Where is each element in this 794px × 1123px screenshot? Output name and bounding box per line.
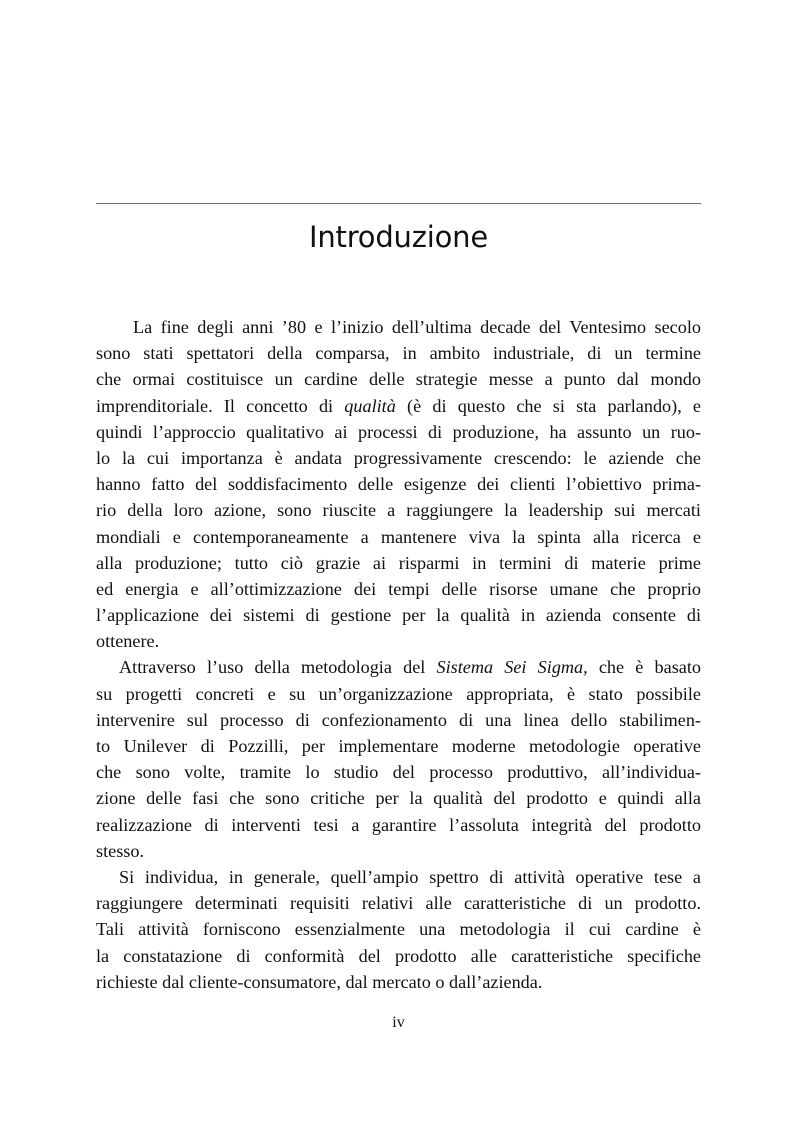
- text-line: quindi l’approccio qualitativo ai processi di produzione, ha assunto un ruo-: [96, 421, 701, 442]
- paragraph: [96, 314, 701, 654]
- text-line: su progetti concreti e su un’organizzazione appropriata, è stato possibile: [96, 683, 701, 704]
- text-line: intervenire sul processo di confezionamento di una linea dello stabilimen-: [96, 709, 701, 730]
- text-line: [96, 393, 701, 419]
- text-line: zione delle fasi che sono critiche per la qualità del prodotto e quindi alla: [96, 788, 701, 809]
- page-number: iv: [392, 1014, 405, 1031]
- text-line: ottenere.: [96, 631, 160, 652]
- text-line: l’applicazione dei sistemi di gestione per la qualità in azienda consente di: [96, 605, 701, 626]
- paragraph: [96, 654, 701, 864]
- text-line: hanno fatto del soddisfacimento delle esigenze dei clienti l’obiettivo prima-: [96, 474, 701, 495]
- text-line: [96, 654, 701, 680]
- text-run: imprenditoriale. Il concetto di: [96, 395, 345, 416]
- emphasized-term: qualità: [344, 395, 396, 416]
- text-line: che ormai costituisce un cardine delle strategie messe a punto dal mondo: [96, 369, 701, 390]
- text-line: alla produzione; tutto ciò grazie ai risparmi in termini di materie prime: [96, 552, 701, 573]
- text-line: Tali attività forniscono essenzialmente una metodologia il cui cardine è: [96, 919, 701, 940]
- text-run: Attraverso l’uso della metodologia del: [119, 657, 437, 678]
- text-line: lo la cui importanza è andata progressivamente crescendo: le aziende che: [96, 447, 701, 468]
- text-line: realizzazione di interventi tesi a garantire l’assoluta integrità del prodotto: [96, 814, 701, 835]
- text-line: ed energia e all’ottimizzazione dei tempi delle risorse umane che proprio: [96, 578, 701, 599]
- text-line: La fine degli anni ’80 e l’inizio dell’ultima decade del Ventesimo secolo: [133, 317, 701, 337]
- text-line: rio della loro azione, sono riuscite a raggiungere la leadership sui mercati: [96, 500, 701, 521]
- text-line: sono stati spettatori della comparsa, in ambito industriale, di un termine: [96, 343, 701, 364]
- text-line: to Unilever di Pozzilli, per implementare moderne metodologie operative: [96, 736, 701, 756]
- chapter-title: Introduzione: [309, 220, 488, 254]
- text-line: Si individua, in generale, quell’ampio spettro di attività operative tese a: [119, 866, 701, 887]
- text-line: mondiali e contemporaneamente a mantenere viva la spinta alla ricerca e: [96, 526, 701, 547]
- body-text: [96, 314, 701, 995]
- heading-rule: [96, 203, 701, 204]
- emphasized-term: Sistema Sei Sigma: [436, 657, 584, 678]
- text-line: la constatazione di conformità del prodotto alle caratteristiche specifiche: [96, 945, 701, 966]
- paragraph: [96, 864, 701, 995]
- text-line: che sono volte, tramite lo studio del processo produttivo, all’individua-: [96, 762, 701, 783]
- text-line: raggiungere determinati requisiti relativi alle caratteristiche di un prodotto.: [96, 893, 701, 914]
- text-line: stesso.: [96, 840, 144, 861]
- text-run: , che è basato: [583, 657, 701, 678]
- text-line: richieste dal cliente-consumatore, dal mercato o dall’azienda.: [96, 971, 543, 992]
- text-run: (è di questo che si sta parlando), e: [395, 395, 702, 416]
